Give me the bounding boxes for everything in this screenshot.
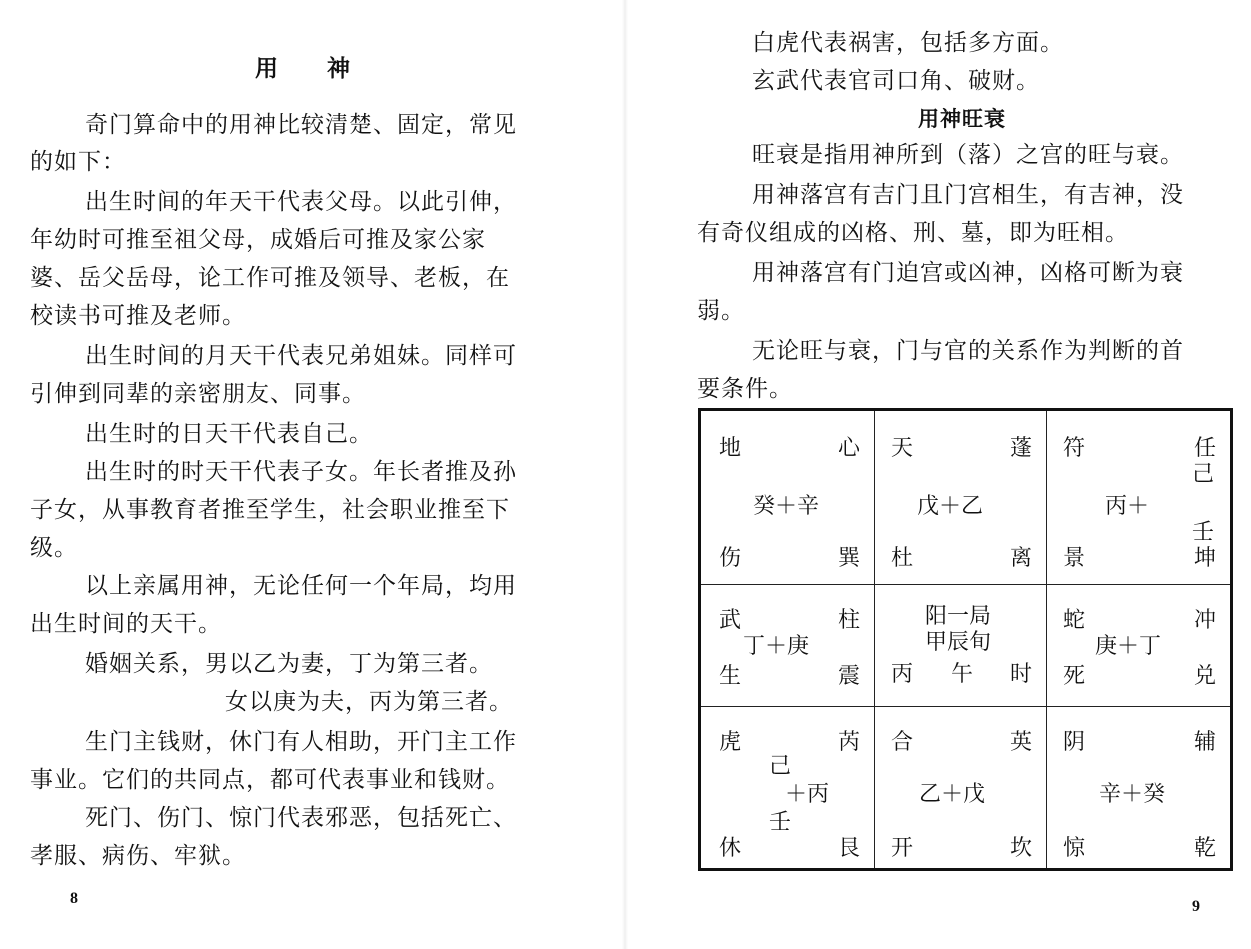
page-number: 9 (1192, 898, 1200, 915)
hour-stem: 丙 (891, 662, 914, 687)
grid-cell-center (875, 585, 1046, 706)
cell-spirit: 柱 (837, 608, 860, 633)
cell-spirit: 辅 (1193, 730, 1216, 755)
text-line: 旺衰是指用神所到（落）之宫的旺与衰。 (752, 142, 1184, 168)
cell-palace: 离 (1009, 546, 1032, 571)
cell-spirit: 芮 (837, 730, 860, 755)
cell-door: 死 (1063, 664, 1086, 689)
cell-palace: 坤 (1193, 546, 1216, 571)
text-line: 奇门算命中的用神比较清楚、固定，常见 (85, 112, 517, 138)
section-heading: 用神旺衰 (918, 107, 1006, 131)
text-line: 要条件。 (697, 376, 793, 402)
cell-spirit: 英 (1009, 730, 1032, 755)
cell-stems: 丁＋庚 (743, 634, 810, 659)
xun-label: 甲辰旬 (925, 630, 992, 655)
cell-spirit: 任 (1193, 436, 1216, 461)
cell-spirit: 冲 (1193, 608, 1216, 633)
text-line: 有奇仪组成的凶格、刑、墓，即为旺相。 (697, 220, 1129, 246)
text-line: 出生时的时天干代表子女。年长者推及孙 (85, 459, 517, 485)
cell-star: 地 (719, 436, 742, 461)
cell-door: 生 (719, 664, 742, 689)
cell-extra-top: 己 (769, 754, 792, 779)
text-line: 弱。 (697, 298, 745, 324)
cell-extra-bottom: 壬 (769, 810, 792, 835)
cell-stems: 戊＋乙 (917, 494, 984, 519)
cell-star: 符 (1063, 436, 1086, 461)
text-line: 引伸到同辈的亲密朋友、同事。 (30, 381, 366, 407)
grid-cell (875, 411, 1046, 584)
text-line: 用神落宫有门迫宫或凶神，凶格可断为衰 (752, 260, 1184, 286)
text-line: 级。 (30, 535, 78, 561)
cell-spirit: 蓬 (1009, 436, 1032, 461)
text-line: 的如下： (30, 149, 126, 175)
cell-star: 阴 (1063, 730, 1086, 755)
text-line: 无论旺与衰，门与官的关系作为判断的首 (752, 338, 1184, 364)
text-line: 孝服、病伤、牢狱。 (30, 843, 246, 869)
cell-door: 休 (719, 836, 742, 861)
ju-label: 阳一局 (925, 604, 992, 629)
grid-cell (701, 411, 874, 584)
text-line: 出生时的日天干代表自己。 (85, 421, 373, 447)
left-page (0, 0, 625, 949)
grid-cell (1047, 707, 1230, 868)
cell-star: 蛇 (1063, 608, 1086, 633)
cell-palace: 乾 (1193, 836, 1216, 861)
cell-stems: 癸＋辛 (753, 494, 820, 519)
text-line: 子女，从事教育者推至学生，社会职业推至下 (30, 497, 510, 523)
text-line: 生门主钱财，休门有人相助，开门主工作 (85, 729, 517, 755)
hour-label: 时 (1009, 662, 1032, 687)
text-line: 出生时间的年天干代表父母。以此引伸， (85, 189, 517, 215)
cell-star: 天 (891, 436, 914, 461)
cell-spirit: 心 (837, 436, 860, 461)
cell-stems: 辛＋癸 (1099, 782, 1166, 807)
cell-door: 伤 (719, 546, 742, 571)
cell-stems: 乙＋戊 (919, 782, 986, 807)
text-line: 白虎代表祸害，包括多方面。 (752, 30, 1064, 56)
cell-star: 合 (891, 730, 914, 755)
text-line: 出生时间的月天干代表兄弟姐妹。同样可 (85, 343, 517, 369)
page-title: 用 神 (255, 56, 351, 82)
grid-cell (1047, 585, 1230, 706)
grid-cell (875, 707, 1046, 868)
grid-cell (701, 707, 874, 868)
cell-palace: 坎 (1009, 836, 1032, 861)
text-line: 婚姻关系，男以乙为妻，丁为第三者。 (85, 651, 493, 677)
text-line: 女以庚为夫，丙为第三者。 (225, 689, 513, 715)
text-line: 年幼时可推至祖父母，成婚后可推及家公家 (30, 227, 486, 253)
cell-extra-top: 己 (1191, 462, 1214, 487)
cell-palace: 艮 (837, 836, 860, 861)
cell-door: 开 (891, 836, 914, 861)
qimen-grid (698, 408, 1233, 871)
cell-door: 景 (1063, 546, 1086, 571)
cell-stems: ＋丙 (785, 782, 830, 807)
cell-palace: 震 (837, 664, 860, 689)
grid-cell (1047, 411, 1230, 584)
text-line: 用神落宫有吉门且门宫相生，有吉神，没 (752, 182, 1184, 208)
text-line: 以上亲属用神，无论任何一个年局，均用 (85, 573, 517, 599)
text-line: 死门、伤门、惊门代表邪恶，包括死亡、 (85, 805, 517, 831)
grid-cell (701, 585, 874, 706)
cell-palace: 巽 (837, 546, 860, 571)
text-line: 事业。它们的共同点，都可代表事业和钱财。 (30, 767, 510, 793)
cell-star: 武 (719, 608, 742, 633)
text-line: 玄武代表官司口角、破财。 (752, 68, 1040, 94)
cell-palace: 兑 (1193, 664, 1216, 689)
cell-star: 虎 (719, 730, 742, 755)
cell-stems: 庚＋丁 (1095, 634, 1162, 659)
cell-stems: 丙＋ (1105, 494, 1150, 519)
cell-door: 惊 (1063, 836, 1086, 861)
hour-branch: 午 (951, 662, 974, 687)
cell-extra-bottom: 壬 (1191, 520, 1214, 545)
text-line: 校读书可推及老师。 (30, 303, 246, 329)
right-page (625, 0, 1251, 949)
text-line: 出生时间的天干。 (30, 611, 222, 637)
page-number: 8 (70, 890, 78, 907)
text-line: 婆、岳父岳母，论工作可推及领导、老板，在 (30, 265, 510, 291)
cell-door: 杜 (891, 546, 914, 571)
